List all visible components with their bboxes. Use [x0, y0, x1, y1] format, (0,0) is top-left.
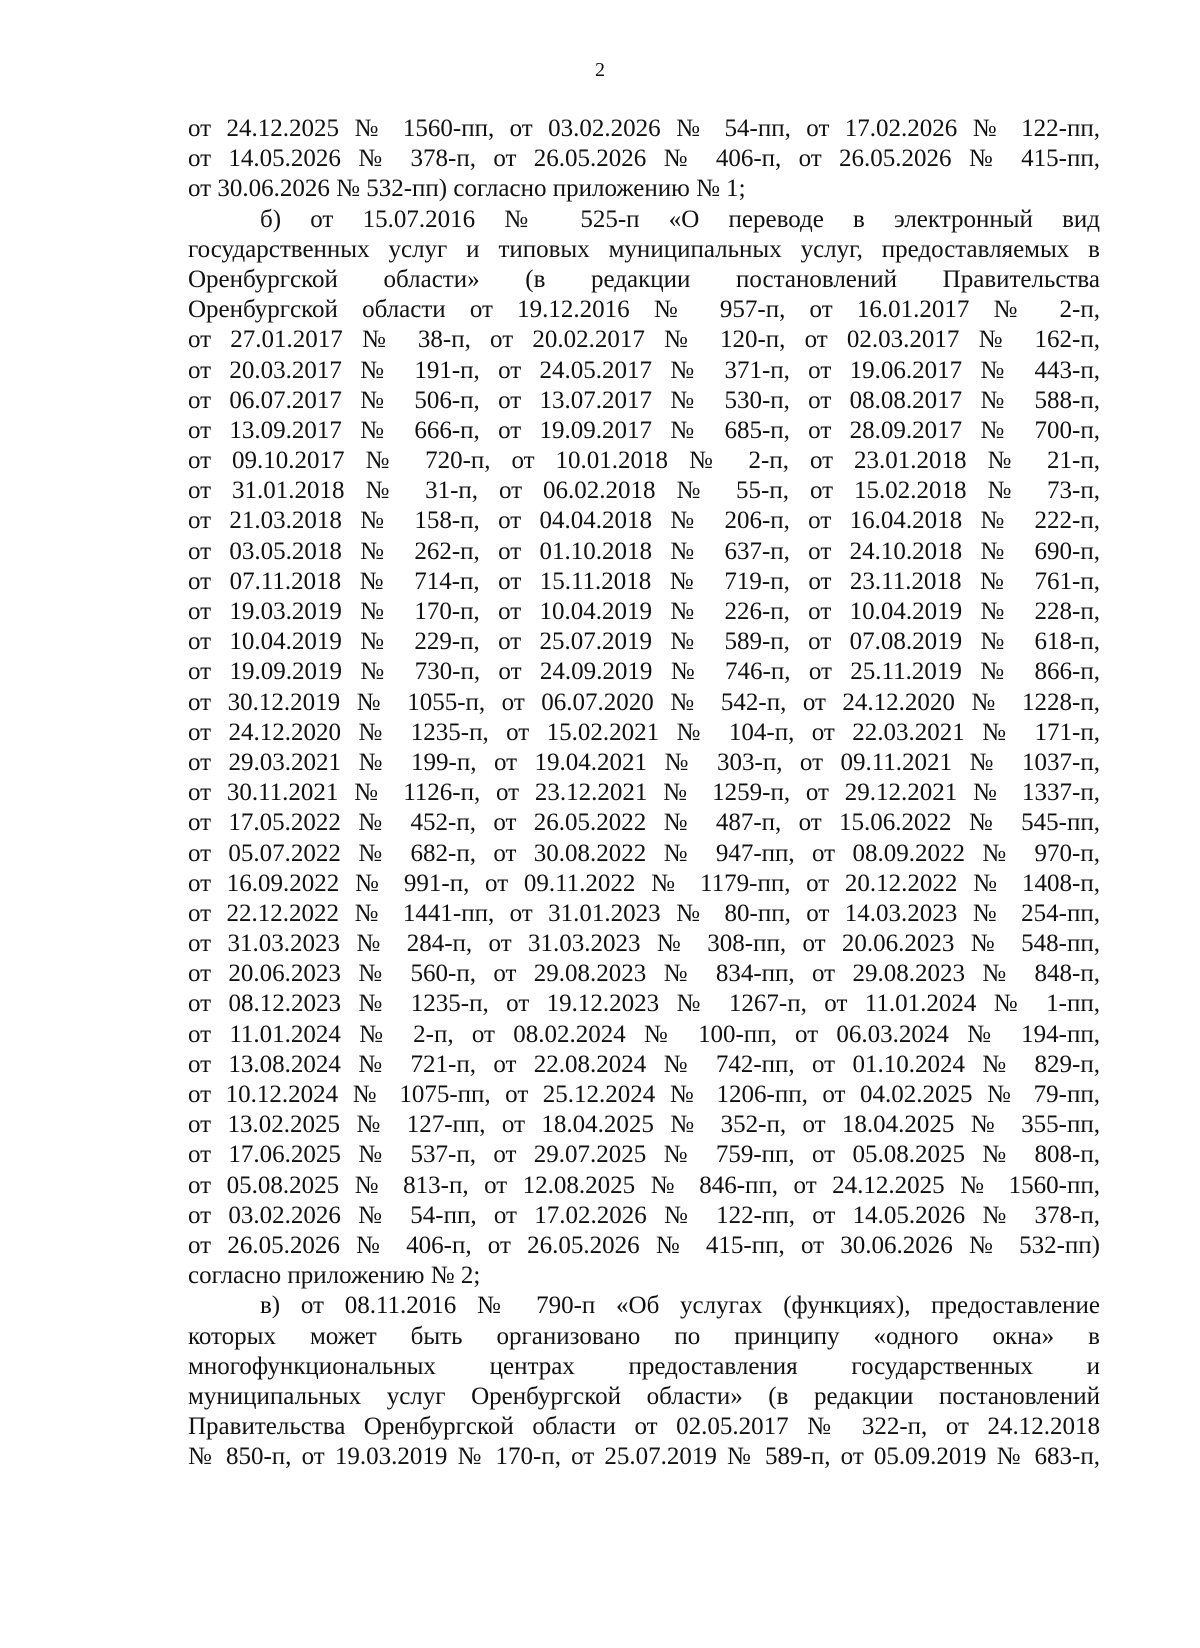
text-line: от 31.03.2023 № 284-п, от 31.03.2023 № 308-пп, от 20.06.2023 № 548-пп, [188, 930, 1100, 958]
text-line: от 22.12.2022 № 1441-пп, от 31.01.2023 № 80-пп, от 14.03.2023 № 254-пп, [188, 899, 1100, 927]
text-line: которых может быть организовано по принципу «одного окна» в [188, 1322, 1100, 1350]
text-line: от 06.07.2017 № 506-п, от 13.07.2017 № 530-п, от 08.08.2017 № 588-п, [188, 386, 1100, 414]
text-line: в) от 08.11.2016 № 790-п «Об услугах (функциях), предоставление [260, 1292, 1100, 1320]
text-line: от 24.12.2025 № 1560-пп, от 03.02.2026 № 54-пп, от 17.02.2026 № 122-пп, [188, 115, 1100, 142]
text-line: от 13.09.2017 № 666-п, от 19.09.2017 № 685-п, от 28.09.2017 № 700-п, [188, 416, 1100, 444]
text-line: № 850-п, от 19.03.2019 № 170-п, от 25.07.2019 № 589-п, от 05.09.2019 № 683-п, [188, 1443, 1100, 1471]
text-line: от 08.12.2023 № 1235-п, от 19.12.2023 № 1267-п, от 11.01.2024 № 1-пп, [188, 990, 1100, 1018]
text-line: многофункциональных центрах предоставления государственных и [188, 1352, 1100, 1380]
text-line: муниципальных услуг Оренбургской области» (в редакции постановлений [188, 1382, 1100, 1410]
text-line: от 03.05.2018 № 262-п, от 01.10.2018 № 637-п, от 24.10.2018 № 690-п, [188, 537, 1100, 565]
text-line: Оренбургской области от 19.12.2016 № 957-п, от 16.01.2017 № 2-п, [188, 296, 1100, 324]
text-line: от 29.03.2021 № 199-п, от 19.04.2021 № 303-п, от 09.11.2021 № 1037-п, [188, 748, 1100, 776]
text-line: от 10.12.2024 № 1075-пп, от 25.12.2024 № 1206-пп, от 04.02.2025 № 79-пп, [188, 1081, 1100, 1108]
text-line: от 11.01.2024 № 2-п, от 08.02.2024 № 100-пп, от 06.03.2024 № 194-пп, [188, 1020, 1100, 1048]
text-line: от 30.11.2021 № 1126-п, от 23.12.2021 № 1259-п, от 29.12.2021 № 1337-п, [188, 779, 1100, 807]
text-line: от 17.05.2022 № 452-п, от 26.05.2022 № 487-п, от 15.06.2022 № 545-пп, [188, 809, 1100, 837]
text-line: от 21.03.2018 № 158-п, от 04.04.2018 № 206-п, от 16.04.2018 № 222-п, [188, 507, 1100, 535]
text-line: Правительства Оренбургской области от 02.05.2017 № 322-п, от 24.12.2018 [188, 1413, 1100, 1441]
text-line: Оренбургской области» (в редакции постановлений Правительства [188, 265, 1100, 293]
text-line: от 14.05.2026 № 378-п, от 26.05.2026 № 406-п, от 26.05.2026 № 415-пп, [188, 145, 1100, 173]
text-line: от 13.08.2024 № 721-п, от 22.08.2024 № 742-пп, от 01.10.2024 № 829-п, [188, 1050, 1100, 1078]
text-line: от 16.09.2022 № 991-п, от 09.11.2022 № 1179-пп, от 20.12.2022 № 1408-п, [188, 869, 1100, 897]
text-line: от 19.09.2019 № 730-п, от 24.09.2019 № 746-п, от 25.11.2019 № 866-п, [188, 658, 1100, 686]
text-line: от 03.02.2026 № 54-пп, от 17.02.2026 № 122-пп, от 14.05.2026 № 378-п, [188, 1201, 1100, 1229]
text-line: от 20.06.2023 № 560-п, от 29.08.2023 № 834-пп, от 29.08.2023 № 848-п, [188, 960, 1100, 988]
text-line: б) от 15.07.2016 № 525-п «О переводе в электронный вид [260, 205, 1100, 233]
text-line: государственных услуг и типовых муниципальных услуг, предоставляемых в [188, 235, 1100, 263]
text-line: от 10.04.2019 № 229-п, от 25.07.2019 № 589-п, от 07.08.2019 № 618-п, [188, 628, 1100, 656]
text-line: от 17.06.2025 № 537-п, от 29.07.2025 № 759-пп, от 05.08.2025 № 808-п, [188, 1141, 1100, 1169]
text-line: от 05.08.2025 № 813-п, от 12.08.2025 № 846-пп, от 24.12.2025 № 1560-пп, [188, 1171, 1100, 1199]
text-line: от 19.03.2019 № 170-п, от 10.04.2019 № 226-п, от 10.04.2019 № 228-п, [188, 598, 1100, 625]
text-line: от 30.06.2026 № 532-пп) согласно приложению № 1; [188, 175, 746, 203]
text-line: от 13.02.2025 № 127-пп, от 18.04.2025 № 352-п, от 18.04.2025 № 355-пп, [188, 1111, 1100, 1139]
page-number: 2 [595, 59, 605, 81]
text-line: от 05.07.2022 № 682-п, от 30.08.2022 № 947-пп, от 08.09.2022 № 970-п, [188, 839, 1100, 867]
text-line: от 30.12.2019 № 1055-п, от 06.07.2020 № 542-п, от 24.12.2020 № 1228-п, [188, 688, 1100, 716]
document-body [188, 114, 1100, 1472]
text-line: от 31.01.2018 № 31-п, от 06.02.2018 № 55-п, от 15.02.2018 № 73-п, [188, 477, 1100, 505]
text-line: от 26.05.2026 № 406-п, от 26.05.2026 № 415-пп, от 30.06.2026 № 532-пп) [188, 1231, 1100, 1259]
text-line: от 07.11.2018 № 714-п, от 15.11.2018 № 719-п, от 23.11.2018 № 761-п, [188, 567, 1100, 595]
text-line: от 27.01.2017 № 38-п, от 20.02.2017 № 120-п, от 02.03.2017 № 162-п, [188, 326, 1100, 354]
text-line: согласно приложению № 2; [188, 1262, 481, 1290]
text-line: от 20.03.2017 № 191-п, от 24.05.2017 № 371-п, от 19.06.2017 № 443-п, [188, 356, 1100, 384]
text-line: от 09.10.2017 № 720-п, от 10.01.2018 № 2-п, от 23.01.2018 № 21-п, [188, 447, 1100, 475]
text-line: от 24.12.2020 № 1235-п, от 15.02.2021 № 104-п, от 22.03.2021 № 171-п, [188, 718, 1100, 746]
